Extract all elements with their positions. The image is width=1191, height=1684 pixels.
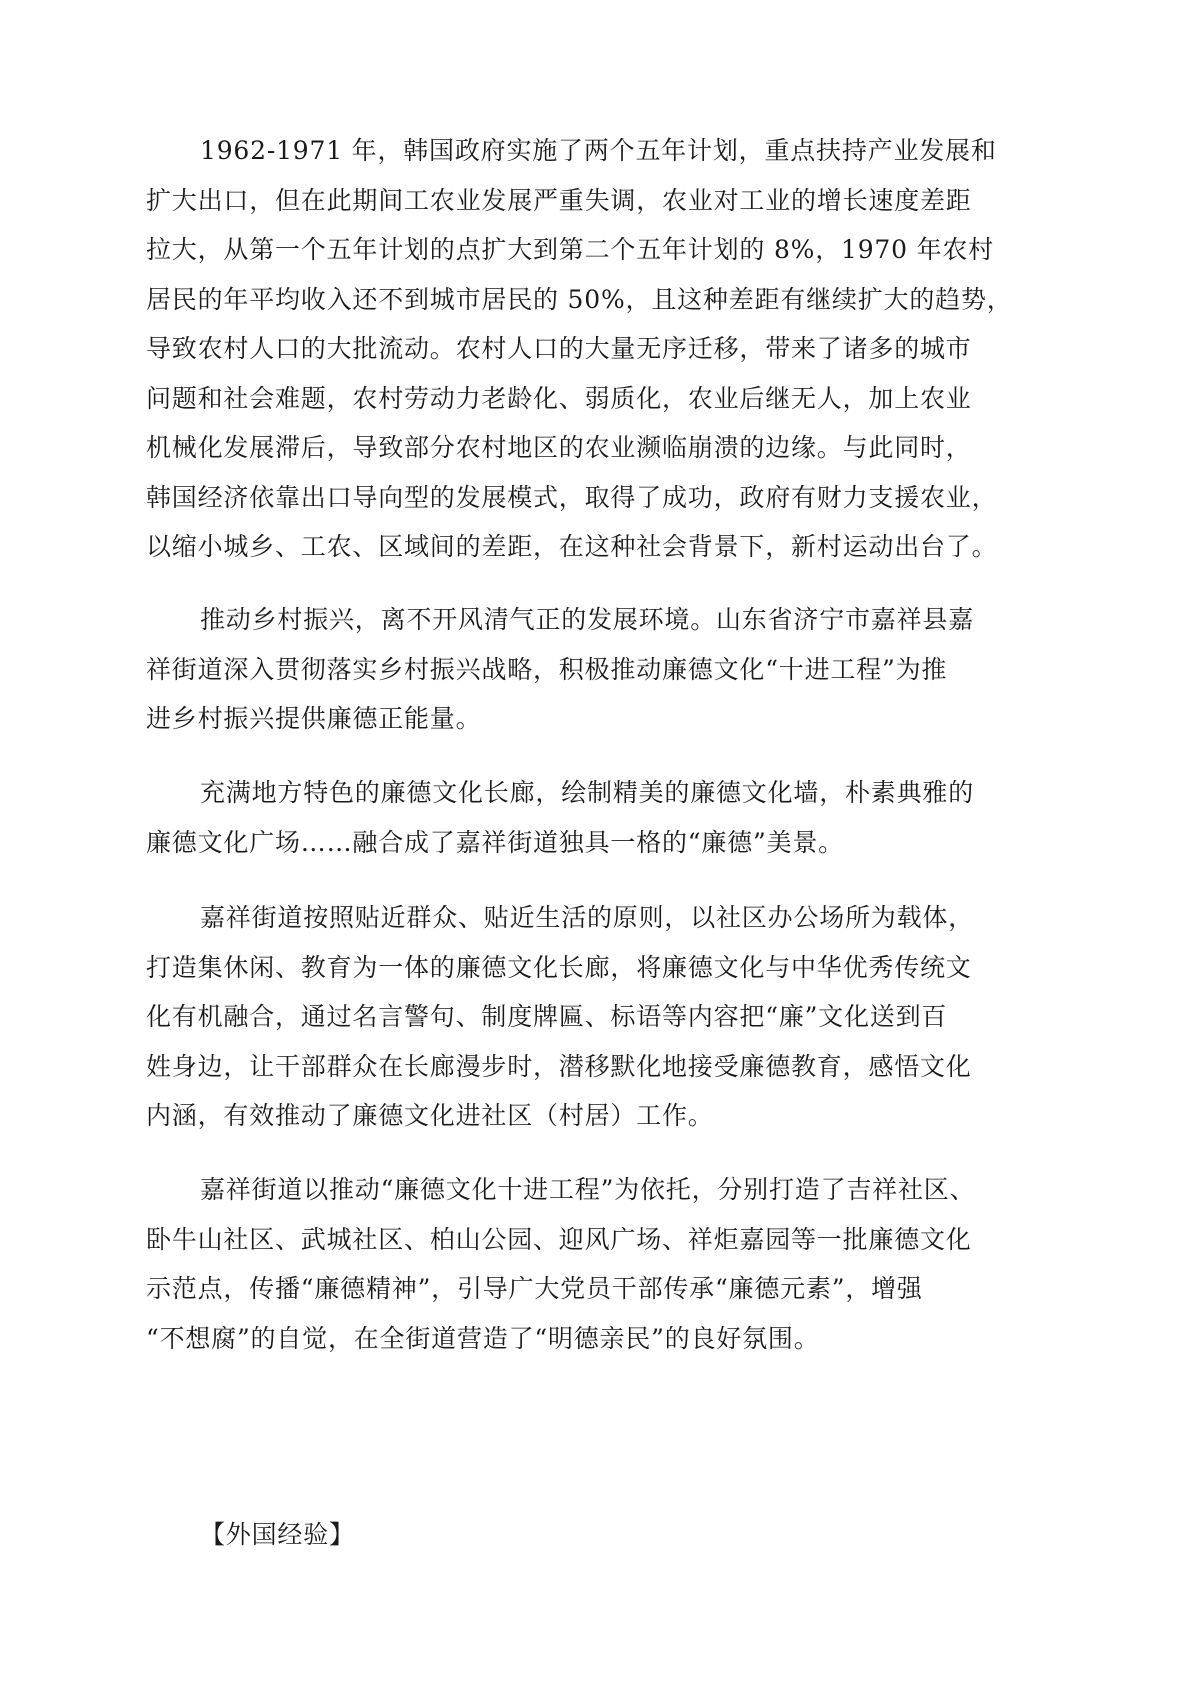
paragraph-rural-revitalization [146,595,1076,744]
text-line: 推动乡村振兴，离不开风清气正的发展环境。山东省济宁市嘉祥县嘉 [200,605,975,634]
text-line: 示范点，传播“廉德精神”，引导广大党员干部传承“廉德元素”，增强 [146,1274,923,1303]
text-line: 祥街道深入贯彻落实乡村振兴战略，积极推动廉德文化“十进工程”为推 [146,654,948,684]
text-line: 化有机融合，通过名言警句、制度牌匾、标语等内容把“廉”文化送到百 [146,1002,948,1031]
text-line: 韩国经济依靠出口导向型的发展模式，取得了成功，政府有财力支援农业， [146,482,998,512]
paragraph-jiaxiang-street [146,893,1076,1141]
section-heading: 【外国经验】 [200,1520,355,1549]
text-line: 问题和社会难题，农村劳动力老龄化、弱质化，农业后继无人，加上农业 [146,383,972,413]
text-line: 卧牛山社区、武城社区、柏山公园、迎风广场、祥炬嘉园等一批廉德文化 [146,1224,972,1254]
text-line: 嘉祥街道按照贴近群众、贴近生活的原则，以社区办公场所为载体， [200,903,975,932]
text-line: 进乡村振兴提供廉德正能量。 [146,704,482,733]
text-line: 嘉祥街道以推动“廉德文化十进工程”为依托，分别打造了吉祥社区、 [200,1175,976,1204]
text-line: 姓身边，让干部群众在长廊漫步时，潜移默化地接受廉德教育，感悟文化 [146,1051,972,1081]
text-line: 内涵，有效推动了廉德文化进社区（村居）工作。 [146,1101,714,1130]
text-line: 拉大，从第一个五年计划的点扩大到第二个五年计划的 8%，1970 年农村 [146,235,994,264]
text-line: 居民的年平均收入还不到城市居民的 50%，且这种差距有继续扩大的趋势， [146,284,1013,314]
text-line: 导致农村人口的大批流动。农村人口的大量无序迁移，带来了诸多的城市 [146,334,972,363]
text-line: 1962-1971 年，韩国政府实施了两个五年计划，重点扶持产业发展和 [200,136,997,165]
paragraph-demonstration-sites [146,1165,1076,1363]
paragraph-korea-five-year-plans [146,126,1076,572]
text-line: 机械化发展滞后，导致部分农村地区的农业濒临崩溃的边缘。与此同时， [146,433,972,462]
text-line: 以缩小城乡、工农、区域间的差距，在这种社会背景下，新村运动出台了。 [146,532,998,561]
text-line: 扩大出口，但在此期间工农业发展严重失调，农业对工业的增长速度差距 [146,185,972,215]
text-line: 充满地方特色的廉德文化长廊，绘制精美的廉德文化墙，朴素典雅的 [200,778,975,807]
text-line: 打造集休闲、教育为一体的廉德文化长廊，将廉德文化与中华优秀传统文 [146,952,972,982]
paragraph-cultural-corridor [146,768,1076,867]
text-line: 廉德文化广场……融合成了嘉祥街道独具一格的“廉德”美景。 [146,827,844,857]
text-line: “不想腐”的自觉，在全街道营造了“明德亲民”的良好氛围。 [146,1323,820,1353]
